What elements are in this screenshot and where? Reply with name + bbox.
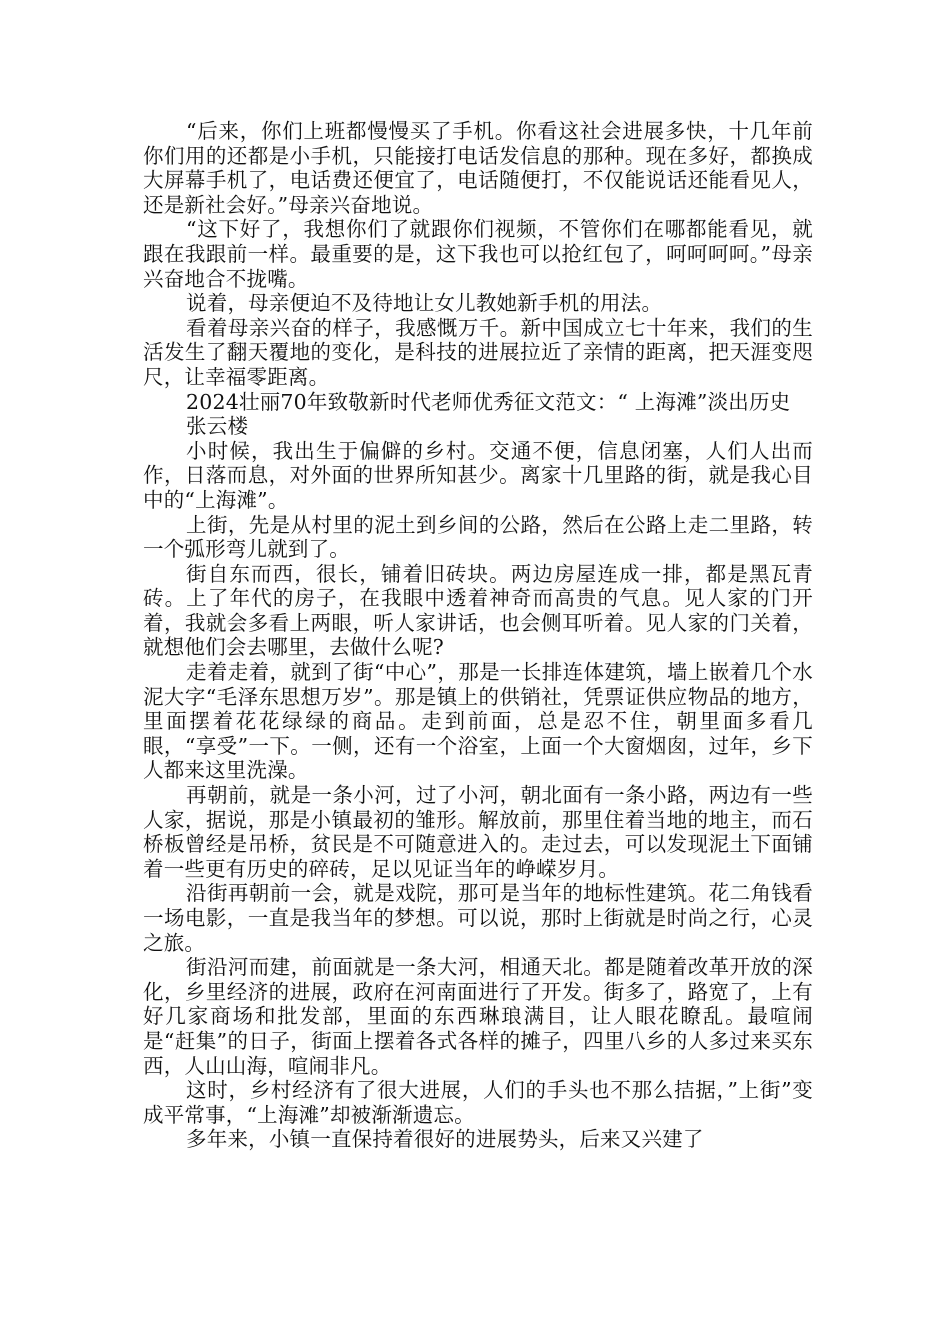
paragraph: 多年来，小镇一直保持着很好的进展势头，后来又兴建了 bbox=[186, 1127, 704, 1152]
paragraph: “后来，你们上班都慢慢买了手机。你看这社会进展多快，十几年前你们用的还都是小手机，只能接打电话发信息的那种。现在多好，都换成大屏幕手机了，电话费还便宜了，电话随便打，不仅能说话还能看见人，还是新社会好。”母亲兴奋地说。 bbox=[143, 119, 813, 217]
essay-author: 张云楼 bbox=[186, 414, 249, 439]
essay-title: 2024壮丽70年致敬新时代老师优秀征文范文：“ 上海滩”淡出历史 bbox=[186, 389, 791, 414]
document-page bbox=[143, 119, 813, 1152]
paragraph: “这下好了，我想你们了就跟你们视频，不管你们在哪都能看见，就跟在我跟前一样。最重要的是，这下我也可以抢红包了，呵呵呵呵。”母亲兴奋地合不拢嘴。 bbox=[143, 217, 813, 291]
paragraph: 沿街再朝前一会，就是戏院，那可是当年的地标性建筑。花二角钱看一场电影，一直是我当年的梦想。可以说，那时上街就是时尚之行，心灵之旅。 bbox=[143, 881, 813, 955]
paragraph: 再朝前，就是一条小河，过了小河，朝北面有一条小路，两边有一些人家，据说，那是小镇最初的雏形。解放前，那里住着当地的地主，而石桥板曾经是吊桥，贫民是不可随意进入的。走过去，可以发现泥土下面铺着一些更有历史的碎砖，足以见证当年的峥嵘岁月。 bbox=[143, 783, 813, 881]
paragraph: 上街，先是从村里的泥土到乡间的公路，然后在公路上走二里路，转一个弧形弯儿就到了。 bbox=[143, 512, 813, 562]
paragraph: 街沿河而建，前面就是一条大河，相通天北。都是随着改革开放的深化，乡里经济的进展，政府在河南面进行了开发。街多了，路宽了，上有好几家商场和批发部，里面的东西琳琅满目，让人眼花瞭乱。最喧闹是“赶集”的日子，街面上摆着各式各样的摊子，四里八乡的人多过来买东西，人山山海，喧闹非凡。 bbox=[143, 955, 813, 1078]
paragraph: 走着走着，就到了街“中心”，那是一长排连体建筑，墙上嵌着几个水泥大字“毛泽东思想万岁”。那是镇上的供销社，凭票证供应物品的地方，里面摆着花花绿绿的商品。走到前面，总是忍不住，朝里面多看几眼，“享受”一下。一侧，还有一个浴室，上面一个大窗烟囱，过年，乡下人都来这里洗澡。 bbox=[143, 660, 813, 783]
paragraph: 说着，母亲便迫不及待地让女儿教她新手机的用法。 bbox=[186, 291, 663, 316]
paragraph: 这时，乡村经济有了很大进展，人们的手头也不那么拮据，”上街”变成平常事，“上海滩”却被渐渐遗忘。 bbox=[143, 1078, 813, 1127]
paragraph: 看着母亲兴奋的样子，我感慨万千。新中国成立七十年来，我们的生活发生了翻天覆地的变化，是科技的进展拉近了亲情的距离，把天涯变咫尺，让幸福零距离。 bbox=[143, 315, 813, 389]
paragraph: 小时候，我出生于偏僻的乡村。交通不便，信息闭塞，人们人出而作，日落而息，对外面的世界所知甚少。离家十几里路的街，就是我心目中的“上海滩”。 bbox=[143, 438, 813, 512]
paragraph: 街自东而西，很长，铺着旧砖块。两边房屋连成一排，都是黑瓦青砖。上了年代的房子，在我眼中透着神奇而高贵的气息。见人家的门开着，我就会多看上两眼，听人家讲话，也会侧耳听着。见人家的门关着，就想他们会去哪里，去做什么呢? bbox=[143, 561, 813, 660]
